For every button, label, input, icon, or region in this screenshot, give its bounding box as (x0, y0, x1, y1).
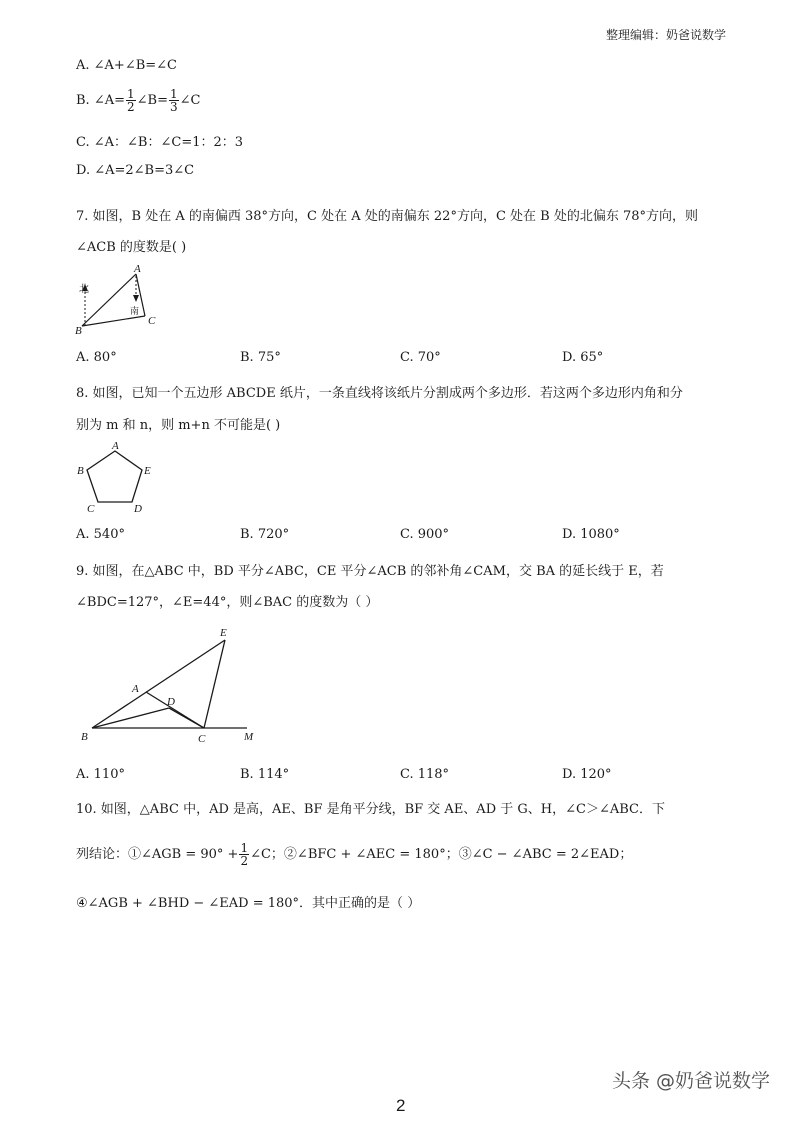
q7-option-a: A. 80° (76, 350, 117, 365)
q6-option-b (76, 88, 200, 113)
q6-option-c: C. ∠A：∠B：∠C=1：2：3 (76, 135, 244, 150)
q8-point-b: B (77, 465, 84, 477)
q8-point-c: C (87, 503, 95, 515)
q6-option-b-frac1 (126, 88, 136, 113)
q6-option-a: A. ∠A+∠B=∠C (76, 58, 178, 73)
q9-point-c: C (198, 733, 206, 745)
q7-south-label: 南 (130, 307, 140, 317)
q10-text-line2 (76, 842, 632, 867)
q7-point-a: A (134, 263, 141, 275)
frac-denominator: 3 (169, 100, 178, 114)
watermark: 头条 @奶爸说数学 (612, 1070, 771, 1092)
q7-option-d: D. 65° (562, 350, 604, 365)
q10-text-line1: 10. 如图，△ABC 中，AD 是高，AE、BF 是角平分线，BF 交 AE、AD 于 G、H，∠C＞∠ABC．下 (76, 802, 665, 817)
frac-denominator: 2 (127, 100, 135, 114)
frac-numerator: 1 (169, 87, 178, 101)
q10-text-line3: ④∠AGB + ∠BHD − ∠EAD = 180°．其中正确的是（ ） (76, 896, 421, 911)
q8-pentagon (87, 451, 142, 502)
q8-option-a: A. 540° (76, 527, 125, 542)
q6-option-b-frac2 (169, 88, 179, 113)
q6-option-d: D. ∠A=2∠B=3∠C (76, 163, 195, 178)
q7-south-arrowhead (133, 295, 139, 302)
q6-option-b-mid: ∠B= (136, 93, 168, 108)
q9-point-a: A (132, 683, 139, 695)
q9-option-a: A. 110° (76, 767, 125, 782)
q7-figure (70, 262, 170, 337)
q7-text-line1: 7. 如图，B 处在 A 的南偏西 38°方向，C 处在 A 处的南偏东 22°方向，C 处在 B 处的北偏东 78°方向，则 (76, 209, 699, 224)
q7-option-c: C. 70° (400, 350, 441, 365)
q9-point-d: D (167, 696, 175, 708)
q9-option-d: D. 120° (562, 767, 612, 782)
q8-option-d: D. 1080° (562, 527, 620, 542)
q6-option-b-post: ∠C (179, 93, 201, 108)
q8-point-d: D (134, 503, 142, 515)
q9-option-b: B. 114° (240, 767, 290, 782)
q8-text-line1: 8. 如图，已知一个五边形 ABCDE 纸片，一条直线将该纸片分割成两个多边形．若这两个多边形内角和分 (76, 386, 683, 401)
frac-numerator: 1 (127, 87, 135, 101)
q9-point-b: B (81, 731, 88, 743)
q9-line-be (92, 640, 225, 728)
frac-denominator: 2 (240, 854, 249, 868)
q9-point-e: E (220, 627, 227, 639)
q10-line2-post: ∠C；②∠BFC + ∠AEC = 180°；③∠C − ∠ABC = 2∠EAD； (250, 847, 633, 862)
q10-line2-pre: 列结论：①∠AGB = 90° + (76, 847, 239, 862)
q7-option-b: B. 75° (240, 350, 281, 365)
q8-option-c: C. 900° (400, 527, 450, 542)
q7-point-c: C (148, 315, 156, 327)
q7-point-b: B (75, 325, 82, 337)
q9-line-bd (92, 708, 169, 728)
q8-point-e: E (144, 465, 151, 477)
q8-text-line2: 别为 m 和 n，则 m+n 不可能是( ) (76, 418, 281, 433)
page-number: 2 (396, 1096, 406, 1115)
q8-point-a: A (112, 440, 119, 452)
q9-option-c: C. 118° (400, 767, 450, 782)
q9-line-dc (169, 708, 204, 728)
q9-text-line2: ∠BDC=127°，∠E=44°，则∠BAC 的度数为（ ） (76, 595, 379, 610)
q10-line2-frac (239, 842, 249, 867)
q8-figure (72, 440, 162, 516)
q8-option-b: B. 720° (240, 527, 290, 542)
q9-point-m: M (244, 731, 254, 743)
frac-numerator: 1 (240, 841, 249, 855)
q9-figure (76, 618, 276, 748)
header-editor: 整理编辑：奶爸说数学 (606, 28, 727, 42)
q9-line-ec (204, 640, 225, 728)
q9-text-line1: 9. 如图，在△ABC 中，BD 平分∠ABC，CE 平分∠ACB 的邻补角∠CAM，交 BA 的延长线于 E，若 (76, 564, 664, 579)
q7-text-line2: ∠ACB 的度数是( ) (76, 240, 187, 255)
q6-option-b-pre: B. ∠A= (76, 93, 125, 108)
q7-north-label: 北 (79, 284, 89, 295)
